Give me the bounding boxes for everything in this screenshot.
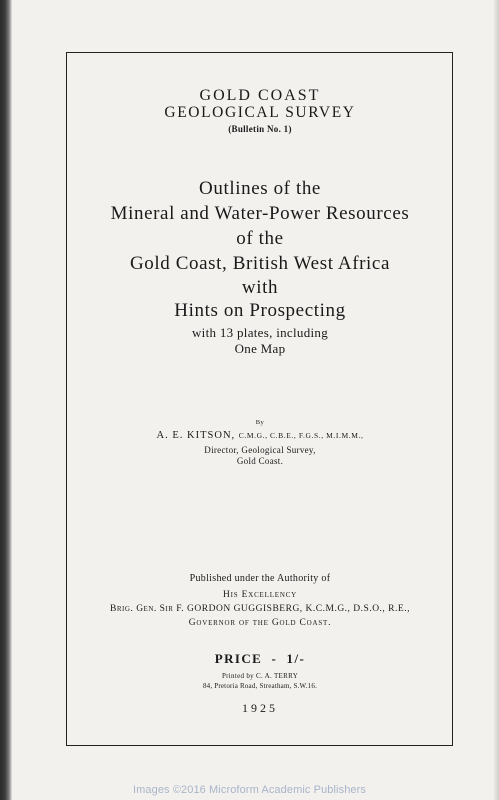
- by-label: By: [255, 419, 265, 426]
- publication-governor-title: Governor of the Gold Coast.: [188, 618, 332, 628]
- page-border-frame: [66, 52, 453, 746]
- survey-name-line2: GEOLOGICAL SURVEY: [164, 104, 356, 121]
- plates-note: with 13 plates, including: [191, 325, 329, 340]
- title-line-2: Mineral and Water-Power Resources: [110, 203, 410, 224]
- survey-name-line1: GOLD COAST: [199, 87, 321, 104]
- publication-year: 1925: [242, 701, 278, 715]
- scan-page-edge: [493, 0, 499, 800]
- author-credentials: C.M.G., C.B.E., F.G.S., M.I.M.M.,: [238, 431, 364, 440]
- title-line-3: of the: [236, 228, 284, 249]
- title-line-6: Hints on Prospecting: [174, 300, 346, 321]
- scan-watermark: Images ©2016 Microform Academic Publishers: [132, 784, 366, 796]
- title-line-4: Gold Coast, British West Africa: [129, 253, 390, 274]
- printer-line-2: 84, Pretoria Road, Streatham, S.W.16.: [202, 682, 318, 690]
- publication-excellency: His Excellency: [222, 590, 298, 600]
- scan-binding-edge: [0, 0, 12, 800]
- author-name: A. E. KITSON,: [156, 430, 236, 441]
- printer-line-1: Printed by C. A. TERRY: [221, 672, 299, 680]
- author-position: Director, Geological Survey,: [204, 445, 316, 455]
- title-line-1: Outlines of the: [199, 178, 321, 199]
- publication-authority: Published under the Authority of: [189, 573, 331, 584]
- map-note: One Map: [234, 341, 286, 356]
- bulletin-number: (Bulletin No. 1): [228, 124, 292, 134]
- title-line-5: with: [241, 277, 279, 298]
- author-location: Gold Coast.: [236, 456, 284, 466]
- publication-governor-name: Brig. Gen. Sir F. GORDON GUGGISBERG, K.C.M.G., D.S.O., R.E.,: [110, 604, 410, 614]
- price-label: PRICE - 1/-: [214, 651, 306, 666]
- author-line: [68, 430, 452, 441]
